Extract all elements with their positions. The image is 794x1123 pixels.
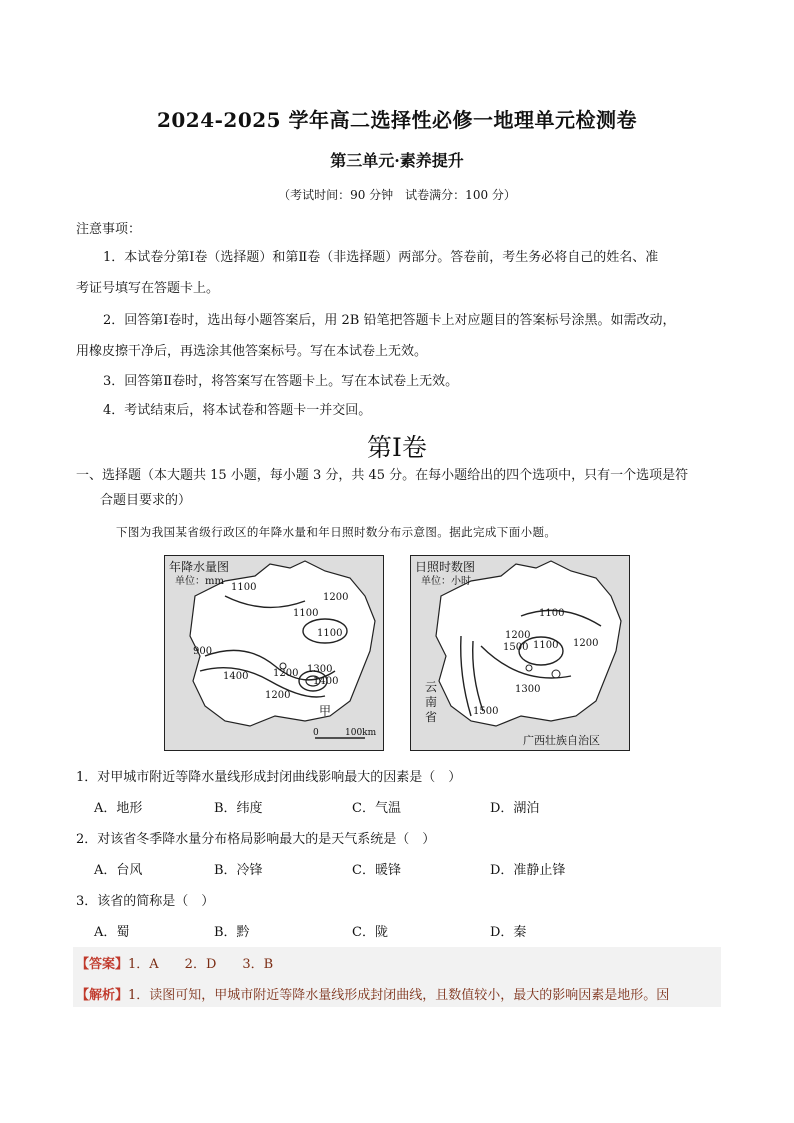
option: A．蜀	[94, 925, 130, 940]
option: B．冷锋	[214, 863, 263, 878]
region-yunnan-label: 云南省	[425, 680, 438, 724]
contour-label: 1400	[313, 676, 339, 687]
region-guangxi-label: 广西壮族自治区	[523, 734, 600, 747]
part-title: 第Ⅰ卷	[367, 433, 427, 462]
contour-label: 1200	[265, 690, 291, 701]
analysis-line	[76, 984, 669, 1003]
map-unit: 单位：mm	[175, 576, 224, 587]
question-stem: 1．对甲城市附近等降水量线形成封闭曲线影响最大的因素是（ ）	[76, 770, 462, 785]
page-subtitle: 第三单元·素养提升	[330, 151, 464, 170]
contour-label: 1500	[473, 706, 499, 717]
contour-label: 900	[193, 646, 213, 657]
note-line: 考证号填写在答题卡上。	[76, 281, 220, 296]
map-title: 年降水量图	[169, 560, 230, 574]
city-jia-label: 甲	[319, 704, 332, 718]
option: C．暖锋	[352, 863, 401, 878]
answer-line	[76, 953, 273, 972]
exam-info: （考试时间：90 分钟 试卷满分：100 分）	[278, 188, 516, 202]
contour-label: 1200	[323, 592, 349, 603]
map-unit: 单位：小时	[421, 576, 471, 587]
section-heading	[76, 463, 726, 513]
contour-label: 1100	[539, 608, 565, 619]
option: D．秦	[490, 925, 527, 940]
scale-end: 100km	[345, 728, 377, 738]
note-line: 3．回答第Ⅱ卷时，将答案写在答题卡上。写在本试卷上无效。	[103, 374, 459, 389]
answer-label: 【答案】	[76, 957, 129, 972]
contour-label: 1100	[533, 640, 559, 651]
option: B．纬度	[214, 801, 263, 816]
sunshine-map	[410, 555, 630, 751]
option: D．准静止锋	[490, 863, 566, 878]
question-stem: 2．对该省冬季降水量分布格局影响最大的是天气系统是（ ）	[76, 832, 436, 847]
contour-label: 1100	[293, 608, 319, 619]
contour-label: 1400	[223, 671, 249, 682]
contour-label: 1100	[231, 582, 257, 593]
answer-text: 1．A 2．D 3．B	[128, 957, 274, 972]
option: A．地形	[94, 801, 143, 816]
contour-label: 1300	[307, 664, 333, 675]
note-line: 1．本试卷分第Ⅰ卷（选择题）和第Ⅱ卷（非选择题）两部分。答卷前，考生务必将自己的姓名、准	[103, 250, 659, 265]
question-stem: 3．该省的简称是（ ）	[76, 894, 215, 909]
precipitation-map	[164, 555, 384, 751]
section-line: 合题目要求的）	[100, 493, 192, 508]
contour-label: 1200	[573, 638, 599, 649]
section-line: 一、选择题（本大题共 15 小题，每小题 3 分，共 45 分。在每小题给出的四个选项中，只有一个选项是符	[76, 468, 689, 483]
scale-start: 0	[313, 728, 319, 738]
option: C．陇	[352, 925, 388, 940]
option: B．黔	[214, 925, 250, 940]
figure-caption: 下图为我国某省级行政区的年降水量和年日照时数分布示意图。据此完成下面小题。	[116, 525, 557, 539]
note-line: 2．回答第Ⅰ卷时，选出每小题答案后，用 2B 铅笔把答题卡上对应题目的答案标号涂黑。如需改动，	[103, 313, 676, 328]
analysis-label: 【解析】	[76, 988, 129, 1003]
option: A．台风	[94, 863, 143, 878]
map-title: 日照时数图	[415, 560, 476, 574]
notes-heading: 注意事项：	[76, 222, 142, 237]
contour-label: 1500	[503, 642, 529, 653]
analysis-text: 1．读图可知，甲城市附近等降水量线形成封闭曲线，且数值较小，最大的影响因素是地形。因	[128, 988, 670, 1003]
page-title: 2024-2025 学年高二选择性必修一地理单元检测卷	[156, 108, 638, 132]
option: C．气温	[352, 801, 401, 816]
contour-label: 1100	[317, 628, 343, 639]
note-line: 用橡皮擦干净后，再选涂其他答案标号。写在本试卷上无效。	[76, 344, 428, 359]
contour-label: 1200	[273, 668, 299, 679]
contour-label: 1200	[505, 630, 531, 641]
option: D．湖泊	[490, 801, 540, 816]
contour-label: 1300	[515, 684, 541, 695]
note-line: 4．考试结束后，将本试卷和答题卡一并交回。	[103, 403, 372, 418]
